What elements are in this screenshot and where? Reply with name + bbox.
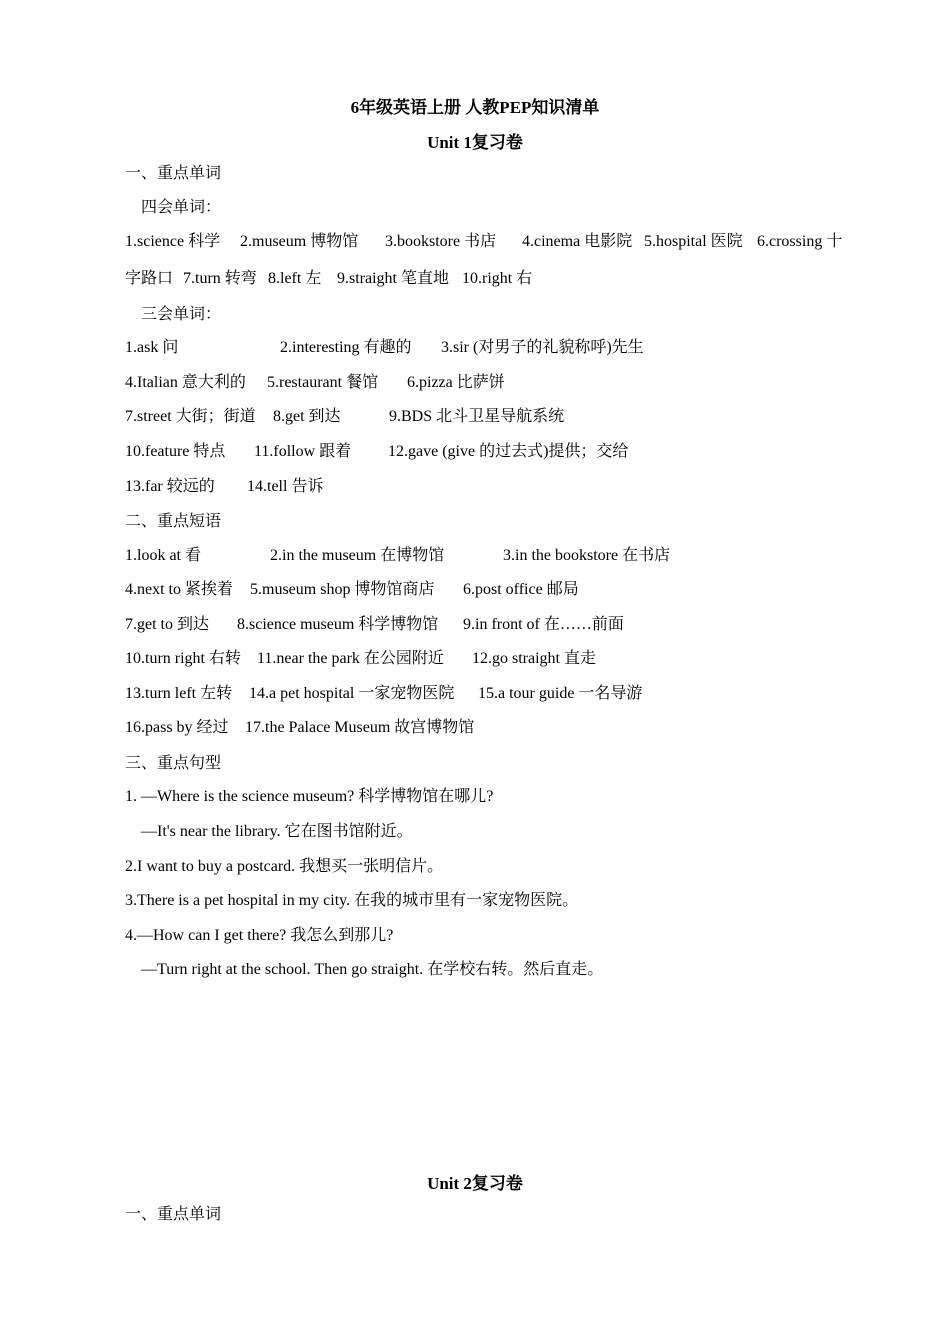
document-title: 6年级英语上册 人教PEP知识清单 [350,98,600,117]
word-item: 6.crossing 十 [757,233,843,250]
word-item: 9.BDS 北斗卫星导航系统 [389,408,565,425]
sentence-item: 4.—How can I get there? 我怎么到那儿? [125,927,394,944]
word-item: 10.feature 特点 [125,443,226,460]
sentence-item: —It's near the library. 它在图书馆附近。 [141,823,413,840]
phrase-item: 4.next to 紧挨着 [125,581,233,598]
word-item: 9.straight 笔直地 [337,270,449,287]
word-item: 5.hospital 医院 [644,233,743,250]
phrase-item: 11.near the park 在公园附近 [257,650,444,667]
phrase-item: 6.post office 邮局 [463,581,579,598]
word-item: 10.right 右 [462,270,533,287]
unit1-section-key-sentences-heading: 三、重点句型 [125,753,222,772]
word-item: 字路口 [125,270,174,287]
word-item: 11.follow 跟着 [254,443,352,460]
word-item: 1.science 科学 [125,233,221,250]
phrase-item: 5.museum shop 博物馆商店 [250,581,435,598]
phrase-item: 16.pass by 经过 [125,719,229,736]
sentence-item: 2.I want to buy a postcard. 我想买一张明信片。 [125,858,444,875]
word-item: 5.restaurant 餐馆 [267,374,379,391]
word-item: 13.far 较远的 [125,478,215,495]
sentence-item: 3.There is a pet hospital in my city. 在我的城市里有一家宠物医院。 [125,892,579,909]
phrase-item: 7.get to 到达 [125,616,209,633]
word-item: 2.museum 博物馆 [240,233,359,250]
phrase-item: 1.look at 看 [125,547,201,564]
phrase-item: 13.turn left 左转 [125,685,233,702]
phrase-item: 3.in the bookstore 在书店 [503,547,671,564]
word-item: 3.sir (对男子的礼貌称呼)先生 [441,339,644,356]
phrase-item: 15.a tour guide 一名导游 [478,685,643,702]
word-item: 1.ask 问 [125,339,179,356]
sentence-item: —Turn right at the school. Then go straight. 在学校右转。然后直走。 [141,961,604,978]
unit2-title: Unit 2复习卷 [427,1174,523,1193]
word-item: 7.turn 转弯 [183,270,257,287]
word-item: 2.interesting 有趣的 [280,339,412,356]
word-item: 6.pizza 比萨饼 [407,374,505,391]
word-item: 4.cinema 电影院 [522,233,633,250]
phrase-item: 2.in the museum 在博物馆 [270,547,445,564]
word-item: 14.tell 告诉 [247,478,324,495]
word-item: 12.gave (give 的过去式)提供；交给 [388,443,629,460]
word-item: 4.Italian 意大利的 [125,374,246,391]
word-item: 8.get 到达 [273,408,341,425]
phrase-item: 17.the Palace Museum 故宫博物馆 [245,719,475,736]
four-skill-words-label: 四会单词： [141,197,222,216]
unit1-title: Unit 1复习卷 [427,133,523,152]
phrase-item: 12.go straight 直走 [472,650,596,667]
phrase-item: 14.a pet hospital 一家宠物医院 [249,685,455,702]
word-item: 8.left 左 [268,270,322,287]
phrase-item: 10.turn right 右转 [125,650,241,667]
unit1-section-key-words-heading: 一、重点单词 [125,163,222,182]
sentence-item: 1. —Where is the science museum? 科学博物馆在哪儿? [125,788,494,805]
unit1-section-key-phrases-heading: 二、重点短语 [125,511,222,530]
phrase-item: 8.science museum 科学博物馆 [237,616,439,633]
phrase-item: 9.in front of 在……前面 [463,616,624,633]
three-skill-words-label: 三会单词： [141,304,222,323]
unit2-section-key-words-heading: 一、重点单词 [125,1204,222,1223]
word-item: 3.bookstore 书店 [385,233,497,250]
word-item: 7.street 大街；街道 [125,408,256,425]
